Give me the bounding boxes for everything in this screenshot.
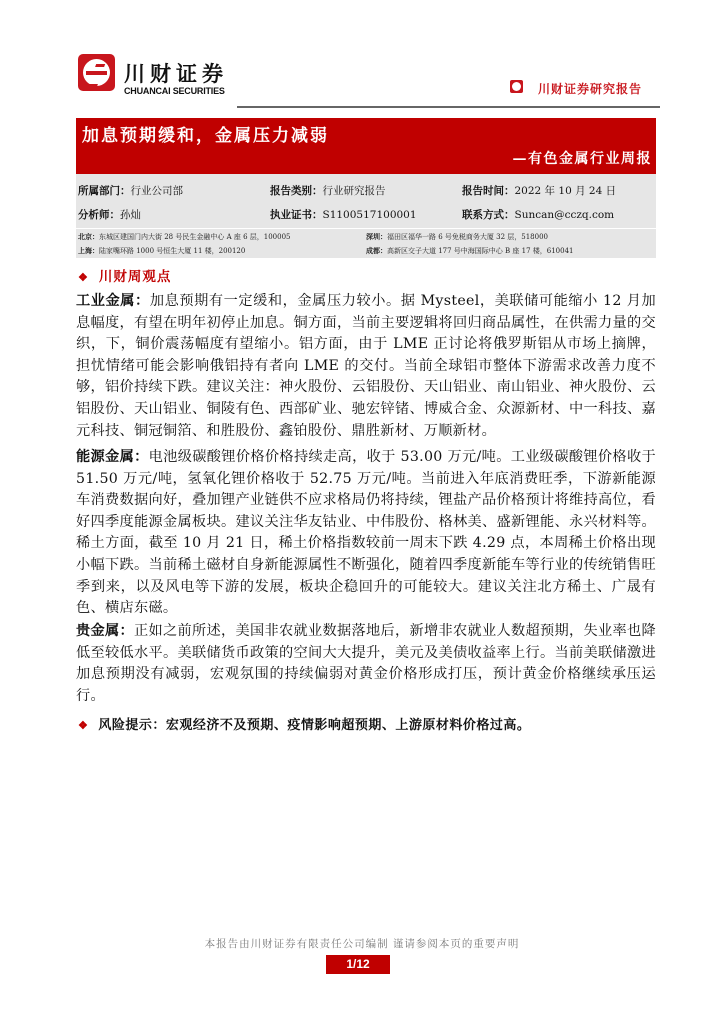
header-divider: [237, 106, 660, 108]
address-shanghai: 上海：陆家嘴环路 1000 号恒生大厦 11 楼，200120: [78, 246, 246, 255]
analyst: 分析师：孙灿: [78, 209, 141, 221]
diamond-bullet-icon: ❖: [78, 271, 89, 284]
paragraph-precious-metals: 贵金属：正如之前所述，美国非农就业数据落地后，新增非农就业人数超预期，失业率也降低至较低水平。美联储货币政策的空间大大提升，美元及美债收益率上行。当前美联储激进加息预期没有减弱，宏观氛围的持续偏弱对黄金价格形成打压，预计黄金价格继续承压运行。: [76, 623, 656, 704]
address-beijing: 北京：东城区建国门内大街 28 号民生金融中心 A 座 6 层，100005: [78, 232, 291, 241]
department: 所属部门：行业公司部: [78, 185, 183, 197]
paragraph-industrial-metals: 工业金属：加息预期有一定缓和，金属压力较小。据 Mysteel，美联储可能缩小 12 月加息幅度，有望在明年初停止加息。铜方面，当前主要逻辑将回归商品属性，在供需力量的交织，下，铜价震荡幅度有望缩小。铝方面，由于 LME 正讨论将俄罗斯铝从市场上摘牌，担忧情绪可能会影响俄铝持有者向 LME 的交付。当前全球铝市整体下游需求改善力度不够，铝价持续下跌。建议关注：神火股份、云铝股份、天山铝业、南山铝业、神火股份、云铝股份、天山铝业、铜陵有色、西部矿业、驰宏锌锗、博威合金、众源新材、中一科技、嘉元科技、铜冠铜箔、和胜股份、鑫铂股份、鼎胜新材、万顺新材。: [76, 293, 656, 439]
office-addresses: [76, 228, 656, 258]
company-logo: [78, 54, 115, 91]
report-date: 报告时间：2022 年 10 月 24 日: [462, 185, 617, 197]
contact: 联系方式：Suncan@cczq.com: [462, 209, 615, 221]
certificate: 执业证书：S1100517100001: [270, 209, 417, 221]
small-logo-icon: [510, 80, 523, 93]
page-number: 1/12: [326, 955, 390, 974]
contact-email[interactable]: Suncan@cczq.com: [514, 209, 615, 221]
paragraph-energy-metals: 能源金属：电池级碳酸锂价格价格持续走高，收于 53.00 万元/吨。工业级碳酸锂价格收于 51.50 万元/吨，氢氧化锂价格收于 52.75 万元/吨。当前进入年底消费旺季，下游新能源车消费数据向好，叠加锂产业链供不应求格局仍将持续，锂盐产品价格预计将维持高位，看好四季度能源金属板块。建议关注华友钴业、中伟股份、格林美、盛新锂能、永兴材料等。稀土方面，截至 10 月 21 日，稀土价格指数较前一周末下跌 4.29 点，本周稀土价格出现小幅下跌。当前稀土磁材自身新能源属性不断强化，随着四季度新能车等行业的传统销售旺季到来，以及风电等下游的发展，板块企稳回升的可能较大。建议关注北方稀土、广晟有色、横店东磁。: [76, 449, 656, 617]
brand-name-cn: 川财证券: [124, 62, 228, 86]
address-chengdu: 成都：高新区交子大道 177 号中海国际中心 B 座 17 楼，610041: [366, 246, 574, 255]
report-title: 加息预期缓和，金属压力减弱: [82, 126, 329, 146]
address-shenzhen: 深圳：福田区福华一路 6 号免税商务大厦 32 层，518000: [366, 232, 548, 241]
footer-disclaimer: 本报告由川财证券有限责任公司编制 谨请参阅本页的重要声明: [204, 938, 520, 950]
risk-warning: ❖ 风险提示：宏观经济不及预期、疫情影响超预期、上游原材料价格过高。: [78, 718, 531, 733]
diamond-bullet-icon: ❖: [78, 719, 89, 732]
title-banner: [76, 118, 656, 172]
brand-name-en: CHUANCAI SECURITIES: [124, 86, 225, 96]
report-info: [76, 172, 656, 228]
report-subtitle: —有色金属行业周报: [512, 151, 652, 167]
section-heading: ❖ 川财周观点: [78, 269, 172, 285]
report-series: 川财证券研究报告: [538, 82, 643, 96]
report-type: 报告类别：行业研究报告: [270, 185, 386, 197]
